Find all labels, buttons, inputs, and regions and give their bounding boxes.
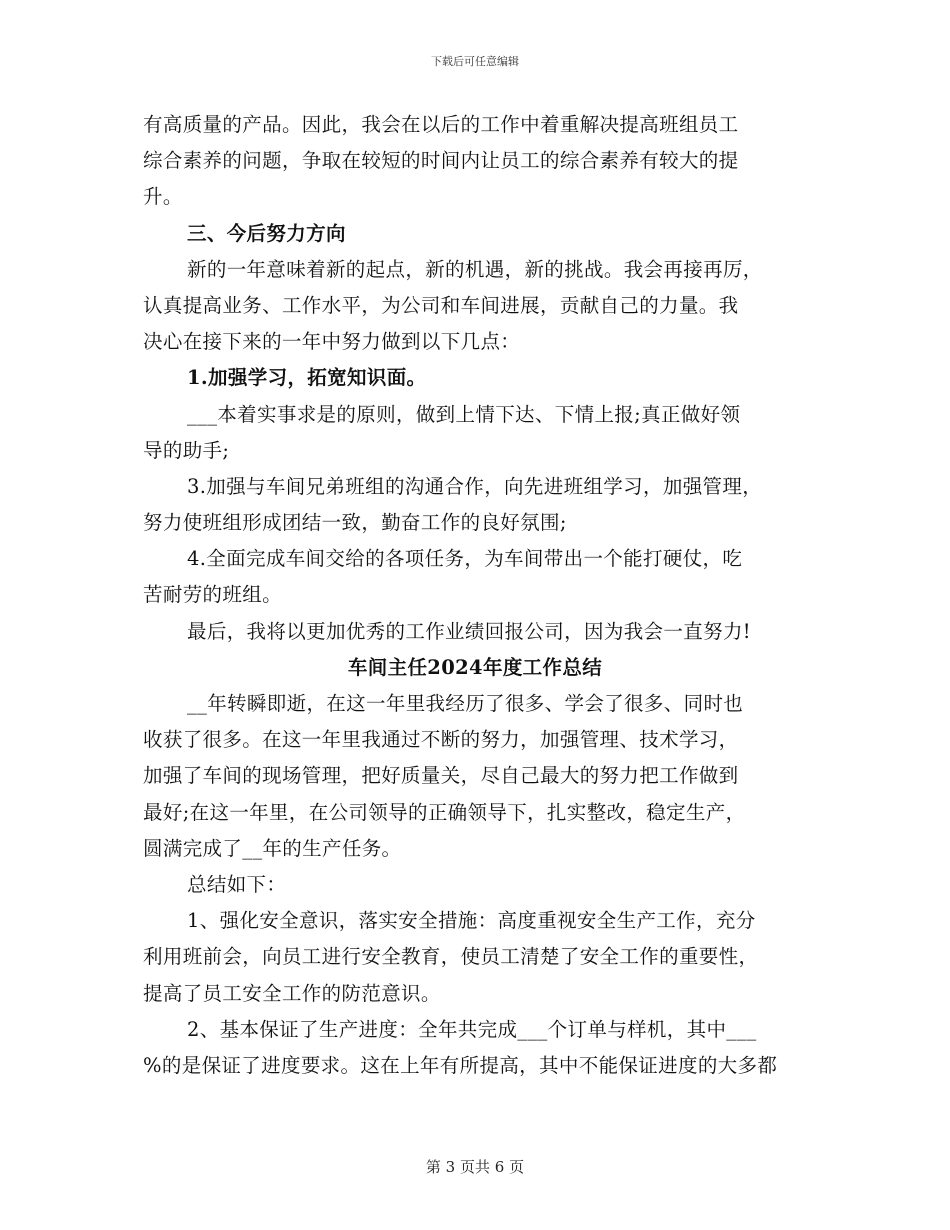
body-line: 认真提高业务、工作水平，为公司和车间进展，贡献自己的力量。我: [143, 293, 739, 317]
body-line: 2、基本保证了生产进度：全年共完成___个订单与样机，其中___: [187, 1017, 757, 1041]
body-line: 综合素养的问题，争取在较短的时间内让员工的综合素养有较大的提: [143, 149, 739, 173]
body-line: 有高质量的产品。因此，我会在以后的工作中着重解决提高班组员工: [143, 113, 739, 136]
body-line: 苦耐劳的班组。: [143, 583, 282, 607]
body-line: 导的助手;: [143, 438, 230, 462]
body-line: 加强了车间的现场管理，把好质量关，尽自己最大的努力把工作做到: [143, 764, 739, 788]
body-line: 决心在接下来的一年中努力做到以下几点：: [143, 330, 521, 354]
body-line: 努力使班组形成团结一致，勤奋工作的良好氛围;: [143, 511, 567, 535]
body-line: 3.加强与车间兄弟班组的沟通合作，向先进班组学习，加强管理，: [187, 474, 763, 498]
body-line: 新的一年意味着新的起点，新的机遇，新的挑战。我会再接再厉，: [187, 257, 763, 281]
body-line: 1、强化安全意识，落实安全措施：高度重视安全生产工作，充分: [187, 909, 756, 933]
body-line: 总结如下：: [187, 872, 287, 896]
body-line: 提高了员工安全工作的防范意识。: [143, 981, 441, 1005]
document-title: 车间主任2024年度工作总结: [347, 655, 603, 679]
page-header: 下载后可任意编辑: [431, 55, 519, 68]
body-line: 最后，我将以更加优秀的工作业绩回报公司，因为我会一直努力!: [187, 619, 751, 643]
list-heading: 1.加强学习，拓宽知识面。: [187, 366, 427, 390]
body-line: %的是保证了进度要求。这在上年有所提高，其中不能保证进度的大多都: [143, 1053, 778, 1077]
body-line: 升。: [143, 185, 183, 209]
document-body: [143, 107, 807, 1084]
body-line: __年转瞬即逝，在这一年里我经历了很多、学会了很多、同时也: [187, 692, 744, 715]
body-line: 4.全面完成车间交给的各项任务，为车间带出一个能打硬仗，吃: [187, 547, 743, 571]
body-line: ___本着实事求是的原则，做到上情下达、下情上报;真正做好领: [187, 402, 741, 426]
body-line: 利用班前会，向员工进行安全教育，使员工清楚了安全工作的重要性，: [143, 945, 759, 969]
body-line: 最好;在这一年里，在公司领导的正确领导下，扎实整改，稳定生产，: [143, 800, 746, 824]
page-footer: 第 3 页共 6 页: [425, 1158, 525, 1176]
body-line: 圆满完成了__年的生产任务。: [143, 836, 402, 860]
body-line: 收获了很多。在这一年里我通过不断的努力，加强管理、技术学习，: [143, 728, 739, 752]
section-heading: 三、今后努力方向: [187, 221, 346, 245]
